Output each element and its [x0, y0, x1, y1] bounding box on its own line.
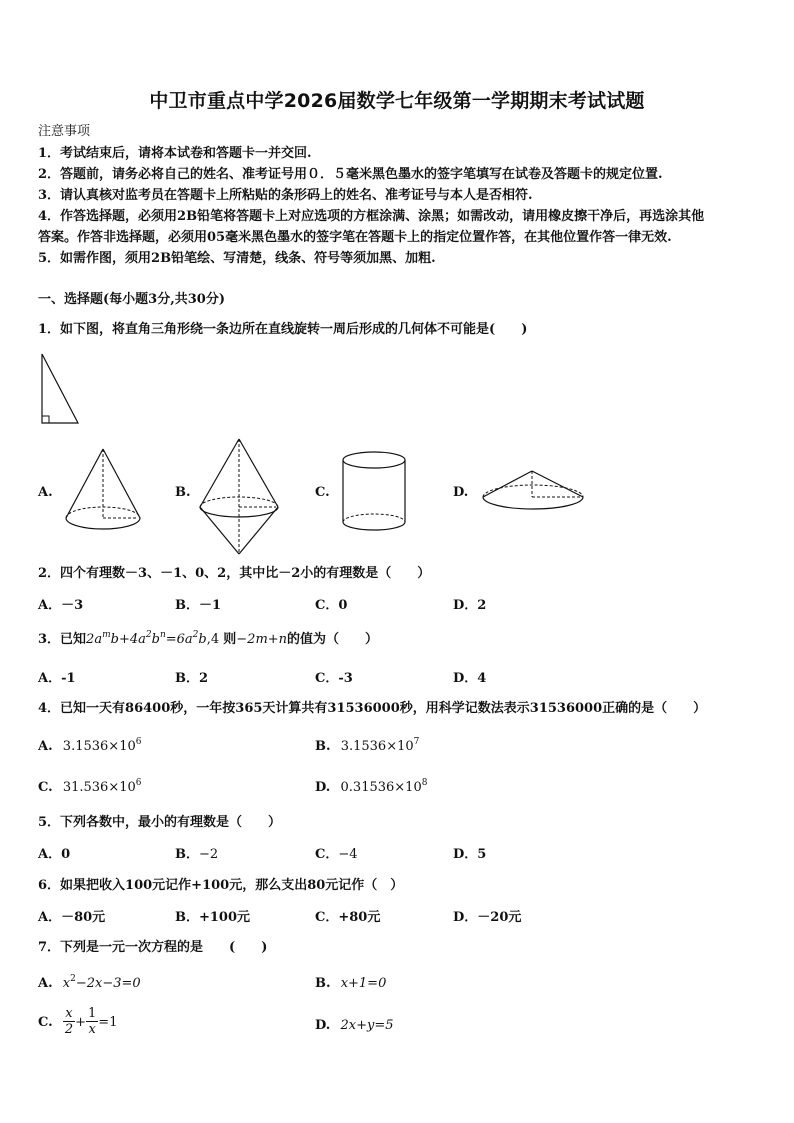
question-4-option-b: B. $3.1536\times 10^7$ — [315, 737, 420, 754]
page-title: 中卫市重点中学2026届数学七年级第一学期期末考试试题 — [149, 90, 645, 112]
question-2-option-d: D．2 — [453, 598, 487, 613]
question-6-option-d: D．－20元 — [453, 910, 522, 925]
question-1-option-b-label: B. — [175, 485, 191, 500]
question-7-option-c: C. $\frac{x}{2}$ + $\frac{1}{x}$ =1 — [38, 1006, 118, 1037]
notice-item: 1．考试结束后，请将本试卷和答题卡一并交回. — [38, 146, 312, 161]
notice-heading: 注意事项 — [38, 124, 91, 139]
flat-cone-figure — [480, 468, 588, 516]
question-7-stem: 7．下列是一元一次方程的是 ( ) — [38, 940, 268, 955]
question-5-option-d: D．5 — [453, 847, 487, 862]
question-1-option-c-label: C. — [315, 485, 330, 500]
question-3-expression: −2m+n — [236, 632, 288, 647]
question-5-option-c: C．−4 — [315, 847, 358, 862]
question-5-option-b: B．−2 — [175, 847, 219, 862]
notice-item: 3．请认真核对监考员在答题卡上所粘贴的条形码上的姓名、准考证号与本人是否相符. — [38, 188, 533, 203]
notice-item: 答案。作答非选择题，必须用05毫米黑色墨水的签字笔在答题卡上的指定位置作答，在其他位置作答一律无效. — [38, 230, 672, 245]
question-1-option-d-label: D. — [453, 485, 469, 500]
question-6-stem: 6．如果把收入100元记作+100元，那么支出80元记作（ ） — [38, 878, 404, 893]
question-4-option-a: A. $3.1536\times 10^6$ — [38, 737, 142, 754]
question-3-suffix: 的值为（ ） — [287, 632, 379, 647]
right-triangle-figure — [40, 352, 82, 426]
cylinder-figure — [340, 450, 410, 534]
question-5-stem: 5．下列各数中，最小的有理数是（ ） — [38, 815, 282, 830]
notice-item: 2．答题前，请务必将自己的姓名、准考证号用０．５毫米黑色墨水的签字笔填写在试卷及答题卡的规定位置. — [38, 167, 663, 182]
question-3-option-c: C．-3 — [315, 671, 353, 686]
notice-item: 4．作答选择题，必须用2B铅笔将答题卡上对应选项的方框涂满、涂黑；如需改动，请用橡皮擦干净后，再选涂其他 — [38, 209, 705, 224]
question-4-option-c: C. $31.536\times 10^6$ — [38, 778, 142, 795]
question-3-middle: 则 — [223, 632, 237, 647]
cone-figure — [62, 446, 146, 532]
question-3-equation: $2a^mb+4a^2b^n=6a^2b$ — [86, 630, 207, 647]
question-3-prefix: 3．已知 — [38, 632, 87, 647]
question-6-option-a: A．－80元 — [38, 910, 106, 925]
question-3-stem: 3．已知$2a^mb+4a^2b^n=6a^2b,4$ 则−2m+n的值为（ ） — [38, 630, 379, 647]
question-3-option-d: D．4 — [453, 671, 487, 686]
question-2-option-c: C．0 — [315, 598, 348, 613]
question-7-option-d: D. 2x+y=5 — [315, 1018, 394, 1033]
question-3-option-b: B．2 — [175, 671, 209, 686]
question-1-option-a-label: A. — [38, 485, 53, 500]
question-2-option-a: A．－3 — [38, 598, 84, 613]
question-3-option-a: A．-1 — [38, 671, 76, 686]
notice-item: 5．如需作图，须用2B铅笔绘、写清楚，线条、符号等须加黑、加粗. — [38, 251, 436, 266]
question-2-stem: 2．四个有理数－3、－1、0、2，其中比－2小的有理数是（ ） — [38, 566, 431, 581]
double-cone-figure — [196, 437, 282, 557]
question-1-stem: 1．如下图，将直角三角形绕一条边所在直线旋转一周后形成的几何体不可能是( ) — [38, 322, 528, 337]
question-4-option-d: D. $0.31536\times 10^8$ — [315, 778, 428, 795]
question-7-option-a: A. $x^2-2x-3=0$ — [38, 974, 141, 991]
question-6-option-c: C．+80元 — [315, 910, 381, 925]
section-heading: 一、选择题(每小题3分,共30分) — [38, 292, 225, 307]
question-6-option-b: B．+100元 — [175, 910, 251, 925]
question-4-stem: 4．已知一天有86400秒，一年按365天计算共有31536000秒，用科学记数法表示31536000正确的是（ ） — [38, 701, 707, 716]
question-2-option-b: B．－1 — [175, 598, 222, 613]
question-5-option-a: A．0 — [38, 847, 71, 862]
question-7-option-b: B. x+1=0 — [315, 976, 387, 991]
